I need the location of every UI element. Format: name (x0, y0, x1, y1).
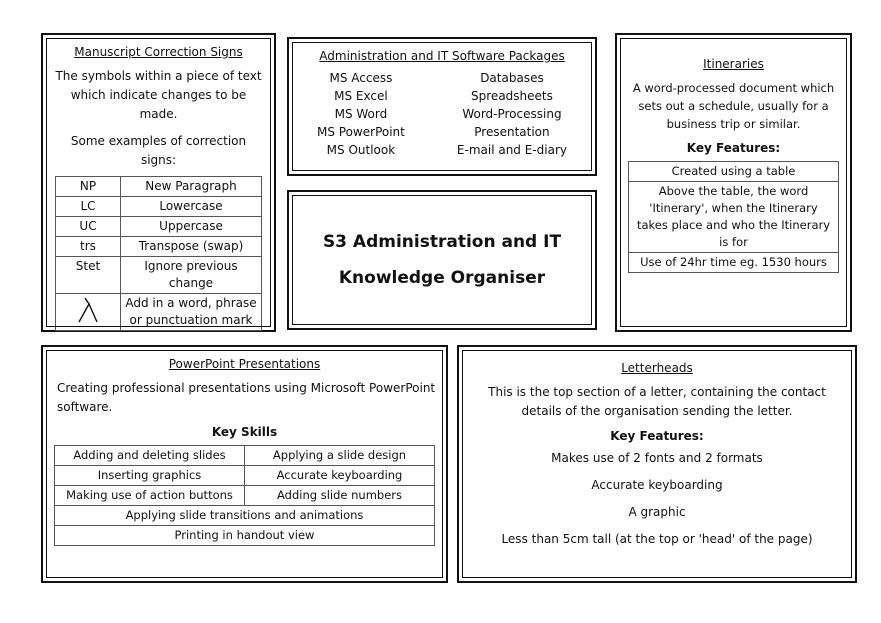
itineraries-panel (615, 33, 852, 332)
main-title-panel (287, 190, 597, 330)
list-item: Presentation (474, 125, 550, 139)
skill-cell: Adding slide numbers (245, 486, 435, 506)
table-row (56, 217, 262, 237)
table-row (629, 253, 839, 273)
manuscript-examples: Some examples of correction signs: (70, 134, 247, 167)
sign-cell: trs (56, 237, 121, 257)
table-row (55, 446, 435, 466)
meaning-cell: Ignore previous change (121, 257, 262, 294)
table-row (56, 177, 262, 197)
list-item: A graphic (628, 505, 686, 519)
list-item: Less than 5cm tall (at the top or 'head' of the page) (501, 532, 813, 546)
skill-cell: Accurate keyboarding (245, 466, 435, 486)
table-row (629, 162, 839, 182)
page-subtitle: Knowledge Organiser (338, 268, 546, 288)
manuscript-intro: The symbols within a piece of text which indicate changes to be made. (55, 69, 262, 121)
list-item: MS Excel (334, 89, 388, 103)
table-row (55, 506, 435, 526)
table-row (56, 294, 262, 331)
table-row (56, 257, 262, 294)
software-title: Administration and IT Software Packages (319, 49, 565, 63)
correction-signs-table (55, 176, 262, 331)
skill-cell: Applying slide transitions and animations (55, 506, 435, 526)
itineraries-title: Itineraries (703, 57, 764, 71)
powerpoint-skills-heading: Key Skills (211, 425, 278, 439)
powerpoint-panel (41, 345, 448, 583)
meaning-cell: Add in a word, phrase or punctuation mark (121, 294, 262, 331)
sign-cell: UC (56, 217, 121, 237)
table-row (56, 237, 262, 257)
caret-insert-icon (76, 296, 100, 324)
skill-cell: Making use of action buttons (55, 486, 245, 506)
sign-cell: NP (56, 177, 121, 197)
table-row (55, 466, 435, 486)
table-row (55, 486, 435, 506)
sign-cell: LC (56, 197, 121, 217)
meaning-cell: Uppercase (121, 217, 262, 237)
feature-cell: Above the table, the word 'Itinerary', when the Itinerary takes place and who the Itinerary is for (629, 182, 839, 253)
software-names (317, 69, 405, 159)
software-panel (287, 37, 597, 176)
letterheads-features-heading: Key Features: (610, 429, 704, 443)
list-item: E-mail and E-diary (456, 143, 567, 157)
table-row (629, 182, 839, 253)
meaning-cell: Lowercase (121, 197, 262, 217)
itineraries-features-heading: Key Features: (686, 141, 781, 155)
list-item: MS Word (334, 107, 388, 121)
list-item: Word-Processing (462, 107, 562, 121)
table-row (56, 197, 262, 217)
itineraries-features-table (628, 161, 839, 273)
powerpoint-skills-table (54, 445, 435, 546)
skill-cell: Applying a slide design (245, 446, 435, 466)
powerpoint-title: PowerPoint Presentations (168, 357, 321, 371)
powerpoint-intro: Creating professional presentations using Microsoft PowerPoint software. (57, 381, 436, 414)
feature-cell: Use of 24hr time eg. 1530 hours (629, 253, 839, 273)
manuscript-panel (41, 33, 276, 332)
list-item: Makes use of 2 fonts and 2 formats (551, 451, 763, 465)
itineraries-intro: A word-processed document which sets out a schedule, usually for a business trip or similar. (632, 81, 835, 131)
skill-cell: Adding and deleting slides (55, 446, 245, 466)
feature-cell: Created using a table (629, 162, 839, 182)
table-row (55, 526, 435, 546)
list-item: Databases (480, 71, 544, 85)
list-item: MS Access (329, 71, 393, 85)
list-item: Spreadsheets (471, 89, 553, 103)
letterheads-panel (457, 345, 857, 583)
sign-cell (56, 294, 121, 331)
letterheads-title: Letterheads (621, 361, 693, 375)
manuscript-title: Manuscript Correction Signs (74, 45, 243, 59)
page-title: S3 Administration and IT (322, 232, 562, 252)
skill-cell: Inserting graphics (55, 466, 245, 486)
list-item: MS PowerPoint (317, 125, 405, 139)
skill-cell: Printing in handout view (55, 526, 435, 546)
meaning-cell: New Paragraph (121, 177, 262, 197)
meaning-cell: Transpose (swap) (121, 237, 262, 257)
list-item: MS Outlook (326, 143, 396, 157)
software-uses (457, 69, 567, 159)
list-item: Accurate keyboarding (591, 478, 723, 492)
letterheads-intro: This is the top section of a letter, containing the contact details of the organisation sending the letter. (488, 385, 826, 418)
sign-cell: Stet (56, 257, 121, 294)
